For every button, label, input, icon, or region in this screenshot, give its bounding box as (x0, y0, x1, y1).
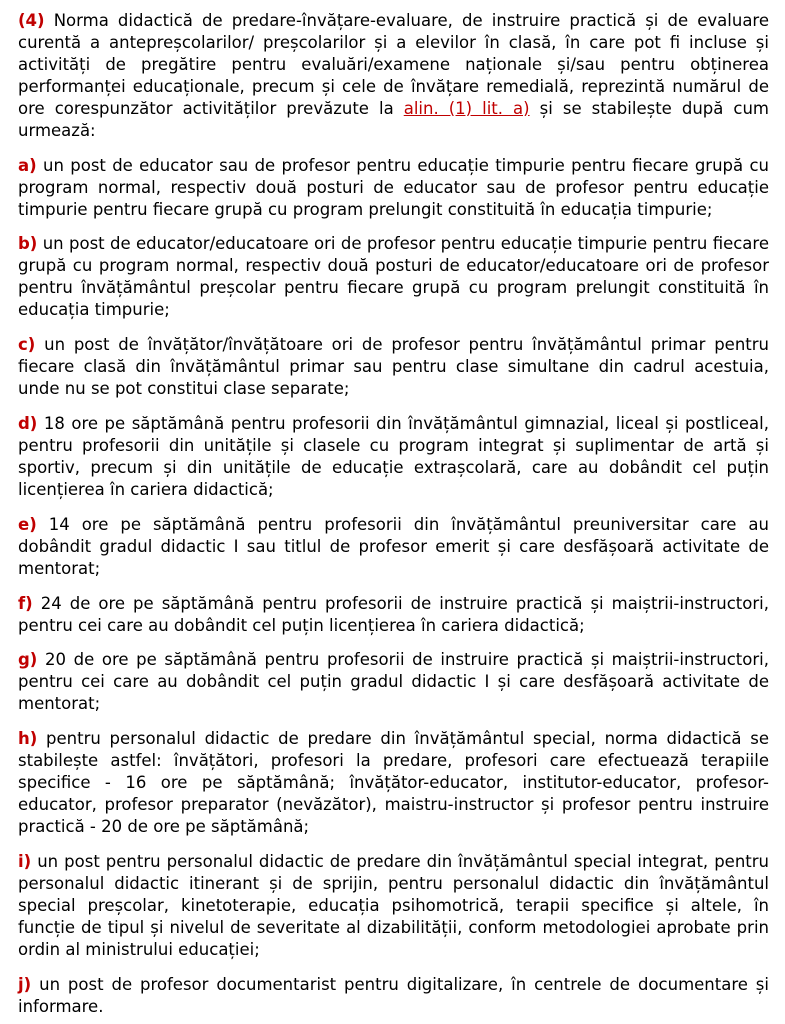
list-item-d (18, 413, 769, 501)
list-item-text: un post de educator/educatoare ori de profesor pentru educație timpurie pentru fiecare grupă cu program normal, respectiv două posturi de educator/educatoare ori de profesor pentru învățământul preșcolar pentru fiecare grupă cu program prelungit constituită în educația timpurie; (18, 234, 769, 320)
list-item-text: 20 de ore pe săptămână pentru profesorii de instruire practică și maiștrii-instructori, pentru cei care au dobândit cel puțin gradul didactic I și care desfășoară activitate de mentorat; (18, 650, 769, 714)
legal-reference-link[interactable]: alin. (1) lit. a) (403, 98, 530, 118)
list-item-text: un post de învățător/învățătoare ori de profesor pentru învățământul primar pentru fiecare clasă din învățământul primar sau pentru clase simultane din cadrul acestuia, unde nu se pot constitui clase separate; (18, 335, 769, 399)
list-item-marker: g) (18, 650, 38, 670)
list-item-e (18, 514, 769, 580)
list-item-h (18, 728, 769, 838)
list-item-marker: j) (18, 974, 32, 994)
paragraph-text-after-link: și se stabilește după cum urmează: (18, 98, 769, 140)
list-item-j (18, 974, 769, 1018)
paragraph-text-before-link: Norma didactică de predare-învățare-evaluare, de instruire practică și de evaluare curentă a antepreșcolarilor/ preșcolarilor și a elevilor în clasă, în care pot fi incluse și activități de pregătire pentru evaluări/examene naționale și/sau pentru obținerea performanței educaționale, precum și cele de învățare remedială, reprezintă numărul de ore corespunzător activităților prevăzute la (18, 11, 769, 118)
list-item-g (18, 649, 769, 715)
list-item-marker: a) (18, 155, 37, 175)
list-item-text: 24 de ore pe săptămână pentru profesorii de instruire practică și maiștrii-instructori, pentru cei care au dobândit cel puțin licențierea în cariera didactică; (18, 593, 769, 635)
list-item-f (18, 593, 769, 637)
list-item-marker: c) (18, 335, 36, 355)
list-item-text: un post de profesor documentarist pentru digitalizare, în centrele de documentare și informare. (18, 974, 769, 1016)
list-item-text: 14 ore pe săptămână pentru profesorii din învățământul preuniversitar care au dobândit gradul didactic I sau titlul de profesor emerit și care desfășoară activitate de mentorat; (18, 514, 769, 578)
list-item-a (18, 155, 769, 221)
paragraph-marker: (4) (18, 11, 45, 30)
list-item-marker: f) (18, 593, 33, 613)
list-item-text: un post de educator sau de profesor pentru educație timpurie pentru fiecare grupă cu program normal, respectiv două posturi de educator sau de profesor pentru educație timpurie pentru fiecare grupă cu program prelungit constituită în educația timpurie; (18, 155, 769, 219)
list-item-text: 18 ore pe săptămână pentru profesorii din învățământul gimnazial, liceal și postliceal, pentru profesorii din unitățile și clasele cu program integrat și suplimentar de artă și sportiv, precum și din unitățile de educație extrașcolară, care au dobândit cel puțin licențierea în cariera didactică; (18, 414, 769, 499)
list-item-i (18, 851, 769, 961)
list-item-marker: i) (18, 851, 32, 871)
list-item-text: pentru personalul didactic de predare din învățământul special, norma didactică se stabilește astfel: învățători, profesori la predare, profesori care efectuează terapiile specifice - 16 ore pe săptămână; învățător-educator, institutor-educator, profesor-educator, profesor preparator (nevăzător), maistru-instructor și profesor pentru instruire practică - 20 de ore pe săptămână; (18, 729, 769, 836)
paragraph-intro (18, 10, 769, 142)
list-item-text: un post pentru personalul didactic de predare din învățământul special integrat, pentru personalul didactic itinerant și de sprijin, pentru personalul didactic din învățământul special preșcolar, kinetoterapie, educația psihomotrică, terapii specifice și altele, în funcție de tipul și nivelul de severitate al dizabilității, conform metodologiei aprobate prin ordin al ministrului educației; (18, 851, 769, 959)
list-item-c (18, 334, 769, 400)
list-item-marker: d) (18, 414, 38, 433)
list-item-marker: h) (18, 729, 38, 749)
list-item-marker: b) (18, 234, 38, 254)
list-item-marker: e) (18, 514, 37, 534)
list-item-b (18, 233, 769, 321)
